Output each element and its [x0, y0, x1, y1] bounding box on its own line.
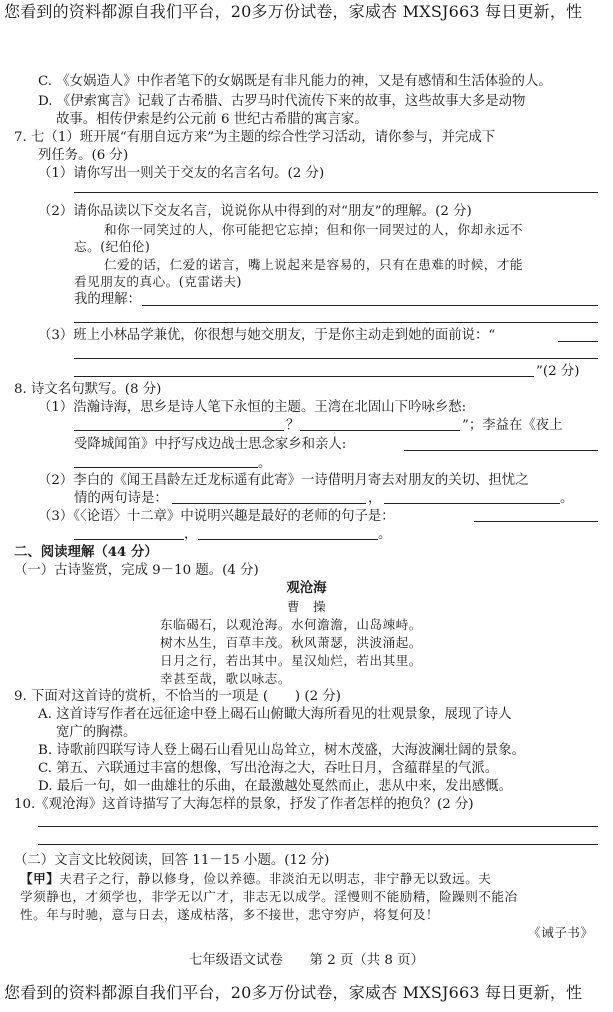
q8-sub3-period: 。 [378, 527, 392, 542]
q7-stem-cont: 列任务。(6 分) [38, 148, 129, 163]
q8-sub1: （1）浩瀚诗海，思乡是诗人笔下永恒的主题。王湾在北固山下吟咏乡愁: [38, 400, 467, 415]
q8-sub2-blank-2[interactable] [384, 503, 560, 504]
q7-sub2: （2）请你品读以下交友名言，说说你从中得到的对“朋友”的理解。(2 分) [38, 204, 472, 219]
q8-sub3-blank-1[interactable] [474, 521, 598, 522]
bottom-banner: 您看到的资料都源自我们平台，20多万份试卷，家威杏 MXSJ663 每日更新，性 [4, 983, 583, 1002]
q9-option-a: A. 这首诗写作者在远征途中登上碣石山俯瞰大海所看见的壮观景象，展现了诗人 [38, 707, 512, 722]
q8-sub3-comma: ， [184, 527, 198, 542]
part2-title: （二）文言文比较阅读，回答 11－15 小题。(12 分) [14, 853, 330, 868]
poem-line: 东临碣石，以观沧海。水何澹澹，山岛竦峙。 [160, 617, 422, 632]
section2-title: 二、阅读理解（44 分） [14, 544, 158, 560]
q7-sub3-answer-line-2[interactable] [74, 358, 598, 359]
jia-text-line: 学须静也，才须学也，非学无以广才，非志无以成学。淫慢则不能励精，险躁则不能冶 [20, 889, 518, 904]
q8-sub2-period: 。 [560, 491, 574, 506]
top-banner: 您看到的资料都源自我们平台，20多万份试卷，家威杏 MXSJ663 每日更新，性 [4, 2, 583, 21]
q8-sub2-blank-1[interactable] [172, 503, 366, 504]
q7-stem: 7. 七（1）班开展“有朋自远方来”为主题的综合性学习活动，请你参与，并完成下 [14, 130, 496, 145]
q8-sub1-blank-2[interactable] [300, 430, 460, 431]
q8-sub1-cont2: 受降城闻笛》中抒写戍边战士思念家乡和亲人: [74, 437, 347, 452]
q8-sub2: （2）李白的《闻王昌龄左迁龙标遥有此寄》一诗借明月寄去对朋友的关切、担忧之 [38, 473, 529, 488]
q8-sub1-cont: ”；李益在《夜上 [462, 418, 563, 433]
q7-sub1: （1）请你写出一则关于交友的名言名句。(2 分) [38, 166, 325, 181]
q8-stem: 8. 诗文名句默写。(8 分) [14, 382, 162, 397]
q7-my-understanding-label: 我的理解： [74, 292, 141, 307]
poem-line: 日月之行，若出其中。星汉灿烂，若出其里。 [160, 653, 422, 668]
jia-text-line: 性。年与时驰，意与日去，遂成枯落，多不接世，悲守穷庐，将复何及！ [20, 907, 439, 922]
q7-quote2: 仁爱的话，仁爱的诺言，嘴上说起来是容易的，只有在患难的时候，才能 [104, 257, 523, 272]
q7-sub3-answer-line-3[interactable] [74, 376, 534, 377]
q7-my-understanding-line-2[interactable] [74, 322, 598, 323]
q9-option-b: B. 诗歌前四联写诗人登上碣石山看见山岛耸立，树木茂盛，大海波澜壮阔的景象。 [38, 743, 526, 758]
q9-option-c: C. 第五、六联通过丰富的想像，写出沧海之大，吞吐日月，含蕴群星的气派。 [38, 761, 499, 776]
q7-quote2-cont: 看见朋友的真心。(克雷诺夫) [74, 274, 242, 289]
jia-text-line: 夫君子之行，静以修身，俭以养德。非淡泊无以明志，非宁静无以致远。夫 [59, 871, 492, 886]
poem-author: 曹 操 [286, 599, 327, 614]
q8-sub3-blank-3[interactable] [198, 539, 378, 540]
q6-option-d-cont: 故事。相传伊索是约公元前 6 世纪古希腊的寓言家。 [56, 112, 368, 127]
q7-quote1: 和你一同笑过的人，你可能把它忘掉；但和你一同哭过的人，你却永远不 [104, 222, 523, 237]
q8-sub3-blank-2[interactable] [74, 539, 184, 540]
q6-option-c: C. 《女娲造人》中作者笔下的女娲既是有非凡能力的神，又是有感情和生活体验的人。 [38, 74, 552, 89]
q9-stem: 9. 下面对这首诗的赏析，不恰当的一项是 ( ) (2 分) [14, 689, 342, 704]
poem-line: 幸甚至哉，歌以咏志。 [160, 671, 291, 686]
q7-my-understanding-line[interactable] [142, 305, 598, 306]
poem-line: 树木丛生，百草丰茂。秋风萧瑟，洪波涌起。 [160, 635, 422, 650]
q7-sub3: （3）班上小林品学兼优，你很想与她交朋友，于是你主动走到她的面前说：“ [38, 328, 496, 343]
q8-sub1-question-mark: ？ [286, 418, 300, 433]
section2-part1-title: （一）古诗鉴赏，完成 9－10 题。(4 分) [14, 563, 259, 578]
q9-option-a-cont: 宽广的胸襟。 [56, 725, 137, 740]
q7-sub3-end: ”(2 分) [536, 364, 580, 379]
q7-quote1-cont: 忘。(纪伯伦) [74, 239, 151, 254]
q10-answer-line[interactable] [38, 826, 598, 827]
q10-answer-line-2[interactable] [38, 844, 598, 845]
page-footer: 七年级语文试卷 第 2 页（共 8 页） [189, 953, 424, 968]
q9-option-d: D. 最后一句，如一曲雄壮的乐曲，在最激越处戛然而止，悲从中来，发出感慨。 [38, 779, 513, 794]
q6-option-d: D. 《伊索寓言》记载了古希腊、古罗马时代流传下来的故事，这些故事大多是动物 [38, 94, 526, 109]
q8-sub1-blank-1[interactable] [74, 430, 284, 431]
q8-sub1-blank-3[interactable] [404, 450, 598, 451]
poem-title: 观沧海 [286, 580, 327, 596]
q8-sub2-comma: ， [368, 491, 382, 506]
jia-source: 《诫子书》 [528, 925, 594, 940]
q8-sub1-blank-4[interactable] [74, 467, 258, 468]
q7-sub1-answer-line[interactable] [74, 192, 598, 193]
part2-jia-paragraph [20, 870, 491, 887]
q8-sub1-period: 。 [258, 456, 272, 471]
jia-tag: 【甲】 [20, 871, 60, 886]
q7-sub3-answer-line[interactable] [558, 341, 598, 342]
q10-stem: 10.《观沧海》这首诗描写了大海怎样的景象，抒发了作者怎样的抱负？(2 分) [14, 797, 474, 812]
q8-sub2-cont: 情的两句诗是： [74, 491, 168, 506]
q8-sub3: （3）《〈论语〉十二章》中说明兴趣是最好的老师的句子是： [38, 509, 395, 524]
